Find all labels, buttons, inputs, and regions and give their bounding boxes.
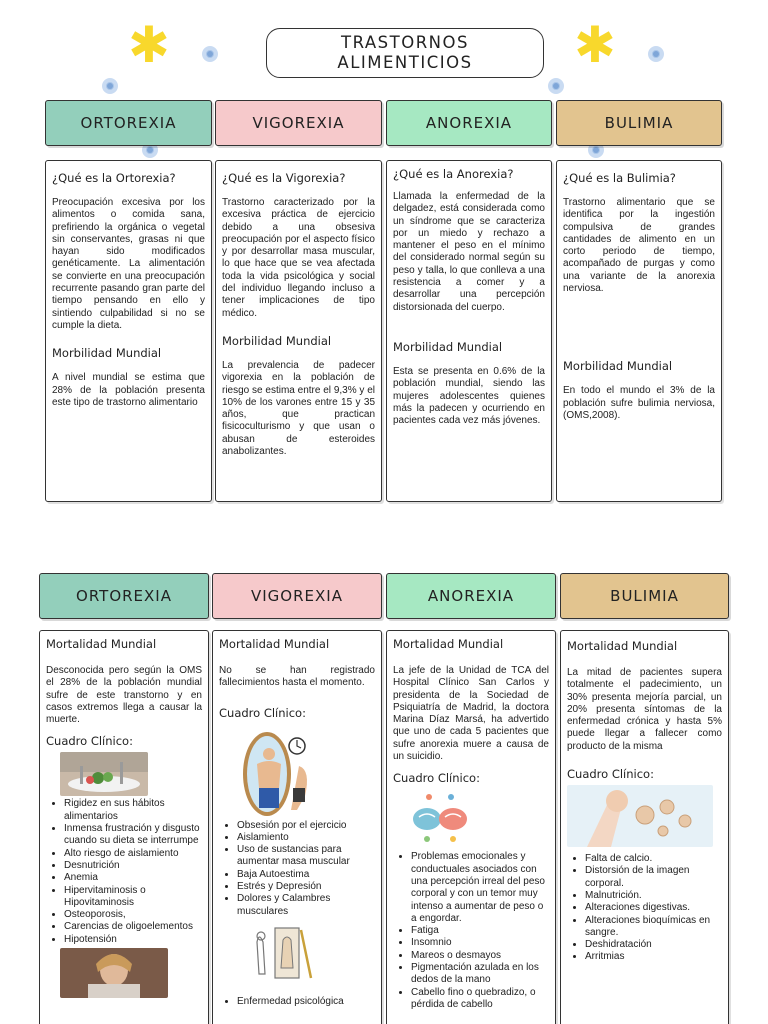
header-vigorexia: VIGOREXIA [215,100,382,146]
list-item: • Obsesión por el ejercicio [237,820,375,832]
bone-image [567,785,713,847]
card-vigorexia-info [215,160,382,502]
morbidity-label-anorexia: Morbilidad Mundial [393,339,503,354]
star-icon: ✱ [128,16,170,74]
mortality-label-anorexia: Mortalidad Mundial [393,637,504,651]
symptom-list-vigorexia-2 [219,996,375,1008]
card-bulimia-info [556,160,722,502]
morbidity-ortorexia: A nivel mundial se estima que 28% de la población presenta este tipo de trastorno alimentario [52,372,205,408]
card-ortorexia-info [45,160,212,502]
clinical-label-ortorexia: Cuadro Clínico: [46,734,133,749]
title-line-2: ALIMENTICIOS [337,53,473,72]
definition-ortorexia: Preocupación excesiva por los alimentos o comida sana, prefiriendo la orgánica o vegetal sin conservantes, grasas ni que hayan sido modificados genéticamente. La alimentación se convierte en una preocupación recurrente pasando gran parte del tiempo pensando en ello y sintiendo culpabilidad si no se cumple la dieta. [52,197,205,331]
definition-bulimia: Trastorno alimentario que se identifica por la ingestión compulsiva de grandes cantidades de alimento en un corto periodo de tiempo, acompañado de purgas y como una variante de la anorexia nerviosa. [563,197,715,295]
list-item: • Fatiga [411,925,549,937]
mortality-label-ortorexia: Mortalidad Mundial [46,637,157,651]
definition-vigorexia: Trastorno caracterizado por la excesiva práctica de ejercicio debido a una obsesiva preocupación por el aspecto físico y por desarrollar masa muscular, lo que hace que se vea afectada toda la vida psicológica y social del individuo llegando incluso a tener implicaciones de tipo médico. [222,197,375,319]
dot-decoration [202,46,218,62]
card-anorexia-clinical [386,630,556,1024]
mortality-label-vigorexia: Mortalidad Mundial [219,637,330,651]
list-item: • Desnutrición [64,860,202,872]
list-item: • Uso de sustancias para aumentar masa muscular [237,844,375,869]
morbidity-label-ortorexia: Morbilidad Mundial [52,346,162,361]
list-item: • Falta de calcio. [585,853,722,865]
clinical-label-bulimia: Cuadro Clínico: [567,767,654,782]
list-item: • Inmensa frustración y disgusto cuando su dieta se interrumpe [64,823,202,848]
clinical-label-vigorexia: Cuadro Clínico: [219,705,306,720]
list-item: • Enfermedad psicológica [237,996,375,1008]
list-item: • Osteoporosis, [64,909,202,921]
header-anorexia: ANOREXIA [386,100,552,146]
question-ortorexia: ¿Qué es la Ortorexia? [52,171,176,185]
list-item: • Problemas emocionales y conductuales asociados con una percepción irreal del peso corporal y con un temor muy intenso a aumentar de peso o a engordar. [411,851,549,925]
question-anorexia: ¿Qué es la Anorexia? [393,167,514,181]
mirror-muscle-image [239,726,319,818]
dot-decoration [548,78,564,94]
morbidity-vigorexia: La prevalencia de padecer vigorexia en la población de riesgo se estima entre el 9,3% y el 10% de los varones entre 15 y 35 años, que practican fisicoculturismo y que usan o abusan de esteroides anabolizantes. [222,359,375,458]
dot-decoration [102,78,118,94]
header-ortorexia: ORTOREXIA [45,100,212,146]
brain-icon [409,791,471,845]
header-bulimia-2: BULIMIA [560,573,729,619]
question-vigorexia: ¿Qué es la Vigorexia? [222,171,346,185]
question-bulimia: ¿Qué es la Bulimia? [563,171,676,185]
symptom-list-anorexia [393,851,549,1011]
symptom-list-vigorexia [219,820,375,918]
list-item: • Estrés y Depresión [237,881,375,893]
list-item: • Alto riesgo de aislamiento [64,848,202,860]
symptom-list-bulimia [567,853,722,964]
list-item: • Rigidez en sus hábitos alimentarios [64,798,202,823]
morbidity-label-bulimia: Morbilidad Mundial [563,359,673,374]
mortality-bulimia: La mitad de pacientes supera totalmente el padecimiento, un 30% presenta mejoría parcial, un 20% presenta síntomas de la enfermedad crónica y hasta 5% puede llegar a fallecer como producto de la misma [567,667,722,752]
title-line-1: TRASTORNOS [341,33,469,52]
card-ortorexia-clinical [39,630,209,1024]
definition-anorexia: Llamada la enfermedad de la delgadez, está considerada como un síndrome que se caracteriza por un miedo y rechazo a mantener el peso en el mínimo del considerado normal según su peso y talla, lo que conlleva a una resistencia a comer y a desarrollar una percepción distorsionada del cuerpo. [393,191,545,313]
list-item: • Alteraciones bioquímicas en sangre. [585,915,722,940]
list-item: • Arritmias [585,951,722,963]
list-item: • Hipervitaminosis o Hipovitaminosis [64,885,202,910]
list-item: • Insomnio [411,937,549,949]
list-item: • Alteraciones digestivas. [585,902,722,914]
list-item: • Hipotensión [64,934,202,946]
header-vigorexia-2: VIGOREXIA [212,573,382,619]
page-title [266,28,544,78]
header-anorexia-2: ANOREXIA [386,573,556,619]
card-bulimia-clinical [560,630,729,1024]
list-item: • Distorsión de la imagen corporal. [585,865,722,890]
list-item: • Carencias de oligoelementos [64,921,202,933]
symptom-list-ortorexia [46,798,202,946]
header-bulimia: BULIMIA [556,100,722,146]
list-item: • Malnutrición. [585,890,722,902]
card-anorexia-info [386,160,552,502]
morbidity-bulimia: En todo el mundo el 3% de la población sufre bulimia nerviosa, (OMS,2008). [563,385,715,421]
list-item: • Baja Autoestima [237,869,375,881]
header-ortorexia-2: ORTOREXIA [39,573,209,619]
star-icon: ✱ [574,16,616,74]
list-item: • Anemia [64,872,202,884]
dot-decoration [648,46,664,62]
list-item: • Deshidratación [585,939,722,951]
morbidity-anorexia: Esta se presenta en 0.6% de la población mundial, siendo las mujeres adolescentes quienes más la padecen y ocurriendo en pacientes cada vez más jóvenes. [393,365,545,427]
clinical-label-anorexia: Cuadro Clínico: [393,771,480,786]
mirror-sketch-image [249,924,319,984]
stressed-woman-image [60,948,168,998]
mortality-vigorexia: No se han registrado fallecimientos hasta el momento. [219,665,375,689]
mortality-label-bulimia: Mortalidad Mundial [567,639,678,653]
list-item: • Mareos o desmayos [411,950,549,962]
list-item: • Aislamiento [237,832,375,844]
mortality-ortorexia: Desconocida pero según la OMS el 28% de la población mundial sufre de este transtorno y en casos extremos llega a causar la muerte. [46,665,202,726]
list-item: • Cabello fino o quebradizo, o pérdida de cabello [411,987,549,1012]
list-item: • Pigmentación azulada en los dedos de la mano [411,962,549,987]
mortality-anorexia: La jefe de la Unidad de TCA del Hospital Clínico San Carlos y presidenta de la Sociedad de Psiquiatría de Madrid, la doctora Marina Díaz Marsá, ha advertido que uno de cada 5 pacientes que sufre anorexia muere a causa de un suicidio. [393,665,549,763]
morbidity-label-vigorexia: Morbilidad Mundial [222,333,332,348]
card-vigorexia-clinical [212,630,382,1024]
list-item: • Dolores y Calambres musculares [237,893,375,918]
healthy-food-image [60,752,148,796]
